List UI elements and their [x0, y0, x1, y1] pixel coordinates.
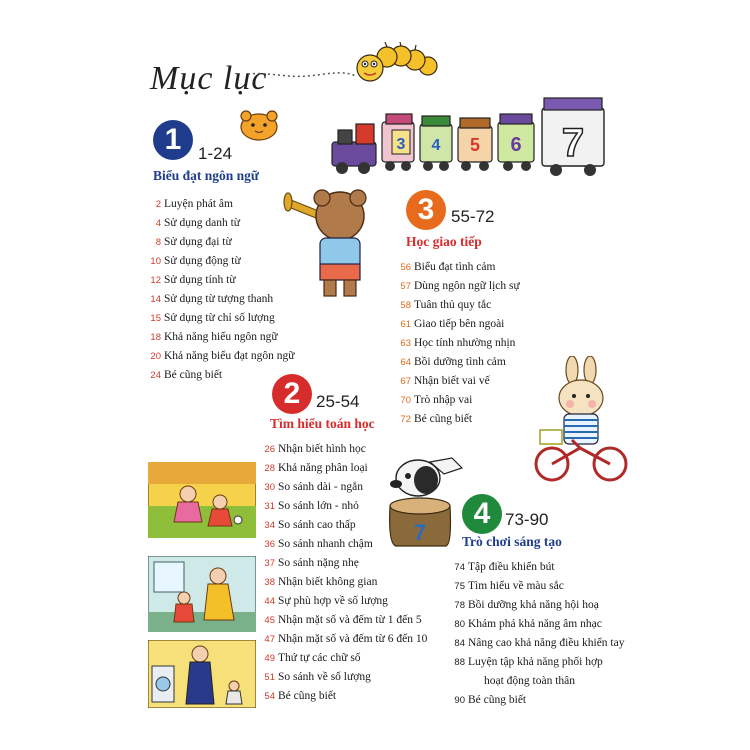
section-number-badge: 1	[153, 120, 193, 160]
toc-entry-title: So sánh cao thấp	[278, 519, 356, 531]
toc-entry-title: Sử dụng động từ	[164, 255, 241, 267]
toc-entry	[398, 334, 520, 353]
toc-entry-title: Sử dụng danh từ	[164, 217, 241, 229]
toc-page-number: 37	[264, 558, 275, 569]
toc-entry-title: Sự phù hợp về số lượng	[278, 595, 388, 607]
toc-entry-title: Bồi dưỡng khả năng hội hoạ	[468, 599, 599, 611]
toc-entry-title: Tìm hiểu về màu sắc	[468, 580, 564, 592]
toc-page-number: 63	[400, 338, 411, 349]
train-car-number: 6	[510, 134, 522, 156]
section-page-range: 73-90	[505, 510, 549, 529]
toc-entry	[398, 372, 520, 391]
section-title: Học giao tiếp	[406, 234, 482, 249]
toc-entry-title: Sử dụng đại từ	[164, 236, 232, 248]
toc-page-number: 30	[264, 482, 275, 493]
page-title: Mục lục	[150, 60, 268, 97]
section-4-list	[452, 558, 624, 710]
toc-page-number: 58	[400, 300, 411, 311]
toc-entry-title: So sánh về số lượng	[278, 671, 371, 683]
toc-entry-title: Nâng cao khả năng điều khiển tay	[468, 637, 625, 649]
toc-page-number: 88	[454, 657, 465, 668]
number-train-illustration	[328, 94, 618, 184]
train-car-number: 5	[469, 135, 481, 155]
toc-entry-title: hoạt động toàn thân	[484, 675, 576, 687]
toc-page-number: 15	[150, 313, 161, 324]
toc-entry	[398, 315, 520, 334]
toc-entry	[398, 277, 520, 296]
section-1-list	[148, 195, 294, 385]
train-car-number: 4	[431, 137, 441, 154]
toc-entry-title: Khám phá khả năng âm nhạc	[468, 618, 602, 630]
toc-entry	[148, 195, 294, 214]
toc-entry	[398, 353, 520, 372]
toc-page-number: 64	[400, 357, 411, 368]
toc-entry-title: Sử dụng từ chỉ số lượng	[164, 312, 275, 324]
dotted-line-decoration	[248, 62, 358, 92]
toc-entry	[452, 653, 624, 672]
toc-entry-title: Bé cũng biết	[468, 694, 527, 706]
toc-entry	[398, 391, 520, 410]
section-number-badge: 4	[462, 494, 502, 534]
toc-entry-title: Biểu đạt tình cảm	[414, 261, 496, 273]
toc-entry-title: Nhận biết không gian	[278, 576, 378, 588]
toc-entry	[452, 672, 624, 691]
toc-page-number: 31	[264, 501, 275, 512]
toc-page-number: 34	[264, 520, 275, 531]
section-page-range: 25-54	[316, 392, 360, 411]
toc-entry-title: Tuân thủ quy tắc	[414, 299, 492, 311]
dog-stump-illustration	[366, 448, 470, 548]
toc-page-number: 20	[150, 351, 161, 362]
section-3-list	[398, 258, 520, 429]
toc-entry	[262, 573, 427, 592]
toc-entry	[148, 214, 294, 233]
toc-page-number: 56	[400, 262, 411, 273]
bear-trumpet-illustration	[282, 188, 378, 300]
toc-entry-title: Bé cũng biết	[414, 413, 473, 425]
toc-entry	[262, 592, 427, 611]
toc-entry-title: Luyện phát âm	[164, 198, 233, 210]
toc-entry-title: So sánh dài - ngắn	[278, 481, 363, 493]
toc-entry-title: Thứ tự các chữ số	[278, 652, 361, 664]
toc-entry	[148, 290, 294, 309]
toc-entry	[398, 410, 520, 429]
toc-entry	[148, 252, 294, 271]
section-page-range: 1-24	[198, 144, 233, 163]
toc-entry-title: Khả năng phân loại	[278, 462, 368, 474]
toc-page-number: 51	[264, 672, 275, 683]
toc-page-number: 80	[454, 619, 465, 630]
toc-entry	[148, 309, 294, 328]
toc-entry	[452, 596, 624, 615]
train-car-number: 3	[396, 136, 406, 153]
rabbit-bicycle-illustration	[532, 356, 632, 486]
toc-entry-title: Nhận mặt số và đếm từ 1 đến 5	[278, 614, 422, 626]
toc-page-number: 10	[150, 256, 161, 267]
toc-entry-title: Dùng ngôn ngữ lịch sự	[414, 280, 520, 292]
train-car-number: 7	[561, 121, 585, 165]
toc-entry	[148, 347, 294, 366]
toc-entry-title: Nhận biết vai vế	[414, 375, 490, 387]
toc-entry-title: Khả năng biểu đạt ngôn ngữ	[164, 350, 295, 362]
toc-page-number: 61	[400, 319, 411, 330]
section-title: Trò chơi sáng tạo	[462, 534, 562, 549]
children-playing-illustration	[148, 462, 256, 538]
toc-entry	[398, 258, 520, 277]
section-page-range: 55-72	[451, 207, 495, 226]
toc-page-number: 49	[264, 653, 275, 664]
toc-entry	[452, 691, 624, 710]
section-title: Tìm hiểu toán học	[270, 416, 375, 431]
toc-entry-title: Luyện tập khả năng phối hợp	[468, 656, 603, 668]
toc-entry-title: Trò nhập vai	[414, 394, 473, 406]
toc-page-number: 44	[264, 596, 275, 607]
toc-entry-title: Khả năng hiểu ngôn ngữ	[164, 331, 278, 343]
toc-entry	[452, 577, 624, 596]
toc-entry	[262, 611, 427, 630]
toc-entry-title: Bồi dưỡng tình cảm	[414, 356, 506, 368]
toc-entry	[398, 296, 520, 315]
toc-page-number: 28	[264, 463, 275, 474]
toc-entry	[148, 271, 294, 290]
toc-page-number: 70	[400, 395, 411, 406]
toc-page-number: 90	[454, 695, 465, 706]
toc-page-number: 78	[454, 600, 465, 611]
toc-page-number: 47	[264, 634, 275, 645]
toc-entry	[262, 668, 427, 687]
toc-page-number: 8	[155, 237, 161, 248]
toc-page-number: 2	[155, 199, 161, 210]
toc-entry	[148, 233, 294, 252]
toc-page-number: 38	[264, 577, 275, 588]
toc-page-number: 24	[150, 370, 161, 381]
laundry-illustration	[148, 640, 256, 708]
toc-entry	[262, 554, 427, 573]
toc-page-number: 74	[454, 562, 465, 573]
toc-entry-title: Tập điều khiển bút	[468, 561, 555, 573]
toc-entry	[148, 328, 294, 347]
toc-entry-title: Sử dụng tính từ	[164, 274, 236, 286]
toc-page-number: 84	[454, 638, 465, 649]
face-illustration	[238, 110, 280, 142]
mother-child-illustration	[148, 556, 256, 632]
toc-entry	[148, 366, 294, 385]
toc-entry-title: Giao tiếp bên ngoài	[414, 318, 505, 330]
toc-entry-title: Nhận biết hình học	[278, 443, 366, 455]
toc-entry	[452, 634, 624, 653]
section-number-badge: 2	[272, 374, 312, 414]
toc-page-number: 18	[150, 332, 161, 343]
section-title: Biểu đạt ngôn ngữ	[153, 168, 260, 183]
toc-entry	[452, 615, 624, 634]
toc-page-number: 36	[264, 539, 275, 550]
toc-entry-title: So sánh lớn - nhỏ	[278, 500, 359, 512]
toc-entry-title: Bé cũng biết	[164, 369, 223, 381]
toc-page-number: 14	[150, 294, 161, 305]
toc-page-number: 72	[400, 414, 411, 425]
toc-entry-title: Bé cũng biết	[278, 690, 337, 702]
toc-page-number: 57	[400, 281, 411, 292]
section-number-badge: 3	[406, 190, 446, 230]
toc-page-number: 54	[264, 691, 275, 702]
toc-page-number: 45	[264, 615, 275, 626]
toc-entry-title: So sánh nặng nhẹ	[278, 557, 359, 569]
stump-number: 7	[413, 520, 427, 545]
toc-entry	[262, 687, 427, 706]
toc-page-number: 67	[400, 376, 411, 387]
toc-page-number: 26	[264, 444, 275, 455]
toc-entry	[452, 558, 624, 577]
toc-page-number: 75	[454, 581, 465, 592]
toc-entry-title: Nhận mặt số và đếm từ 6 đến 10	[278, 633, 428, 645]
toc-entry-title: Học tính nhường nhịn	[414, 337, 516, 349]
caterpillar-illustration	[352, 42, 442, 84]
toc-page-number: 12	[150, 275, 161, 286]
toc-entry	[262, 630, 427, 649]
toc-entry	[262, 649, 427, 668]
toc-entry-title: So sánh nhanh chậm	[278, 538, 373, 550]
toc-entry-title: Sử dụng từ tượng thanh	[164, 293, 274, 305]
toc-page-number: 4	[155, 218, 161, 229]
